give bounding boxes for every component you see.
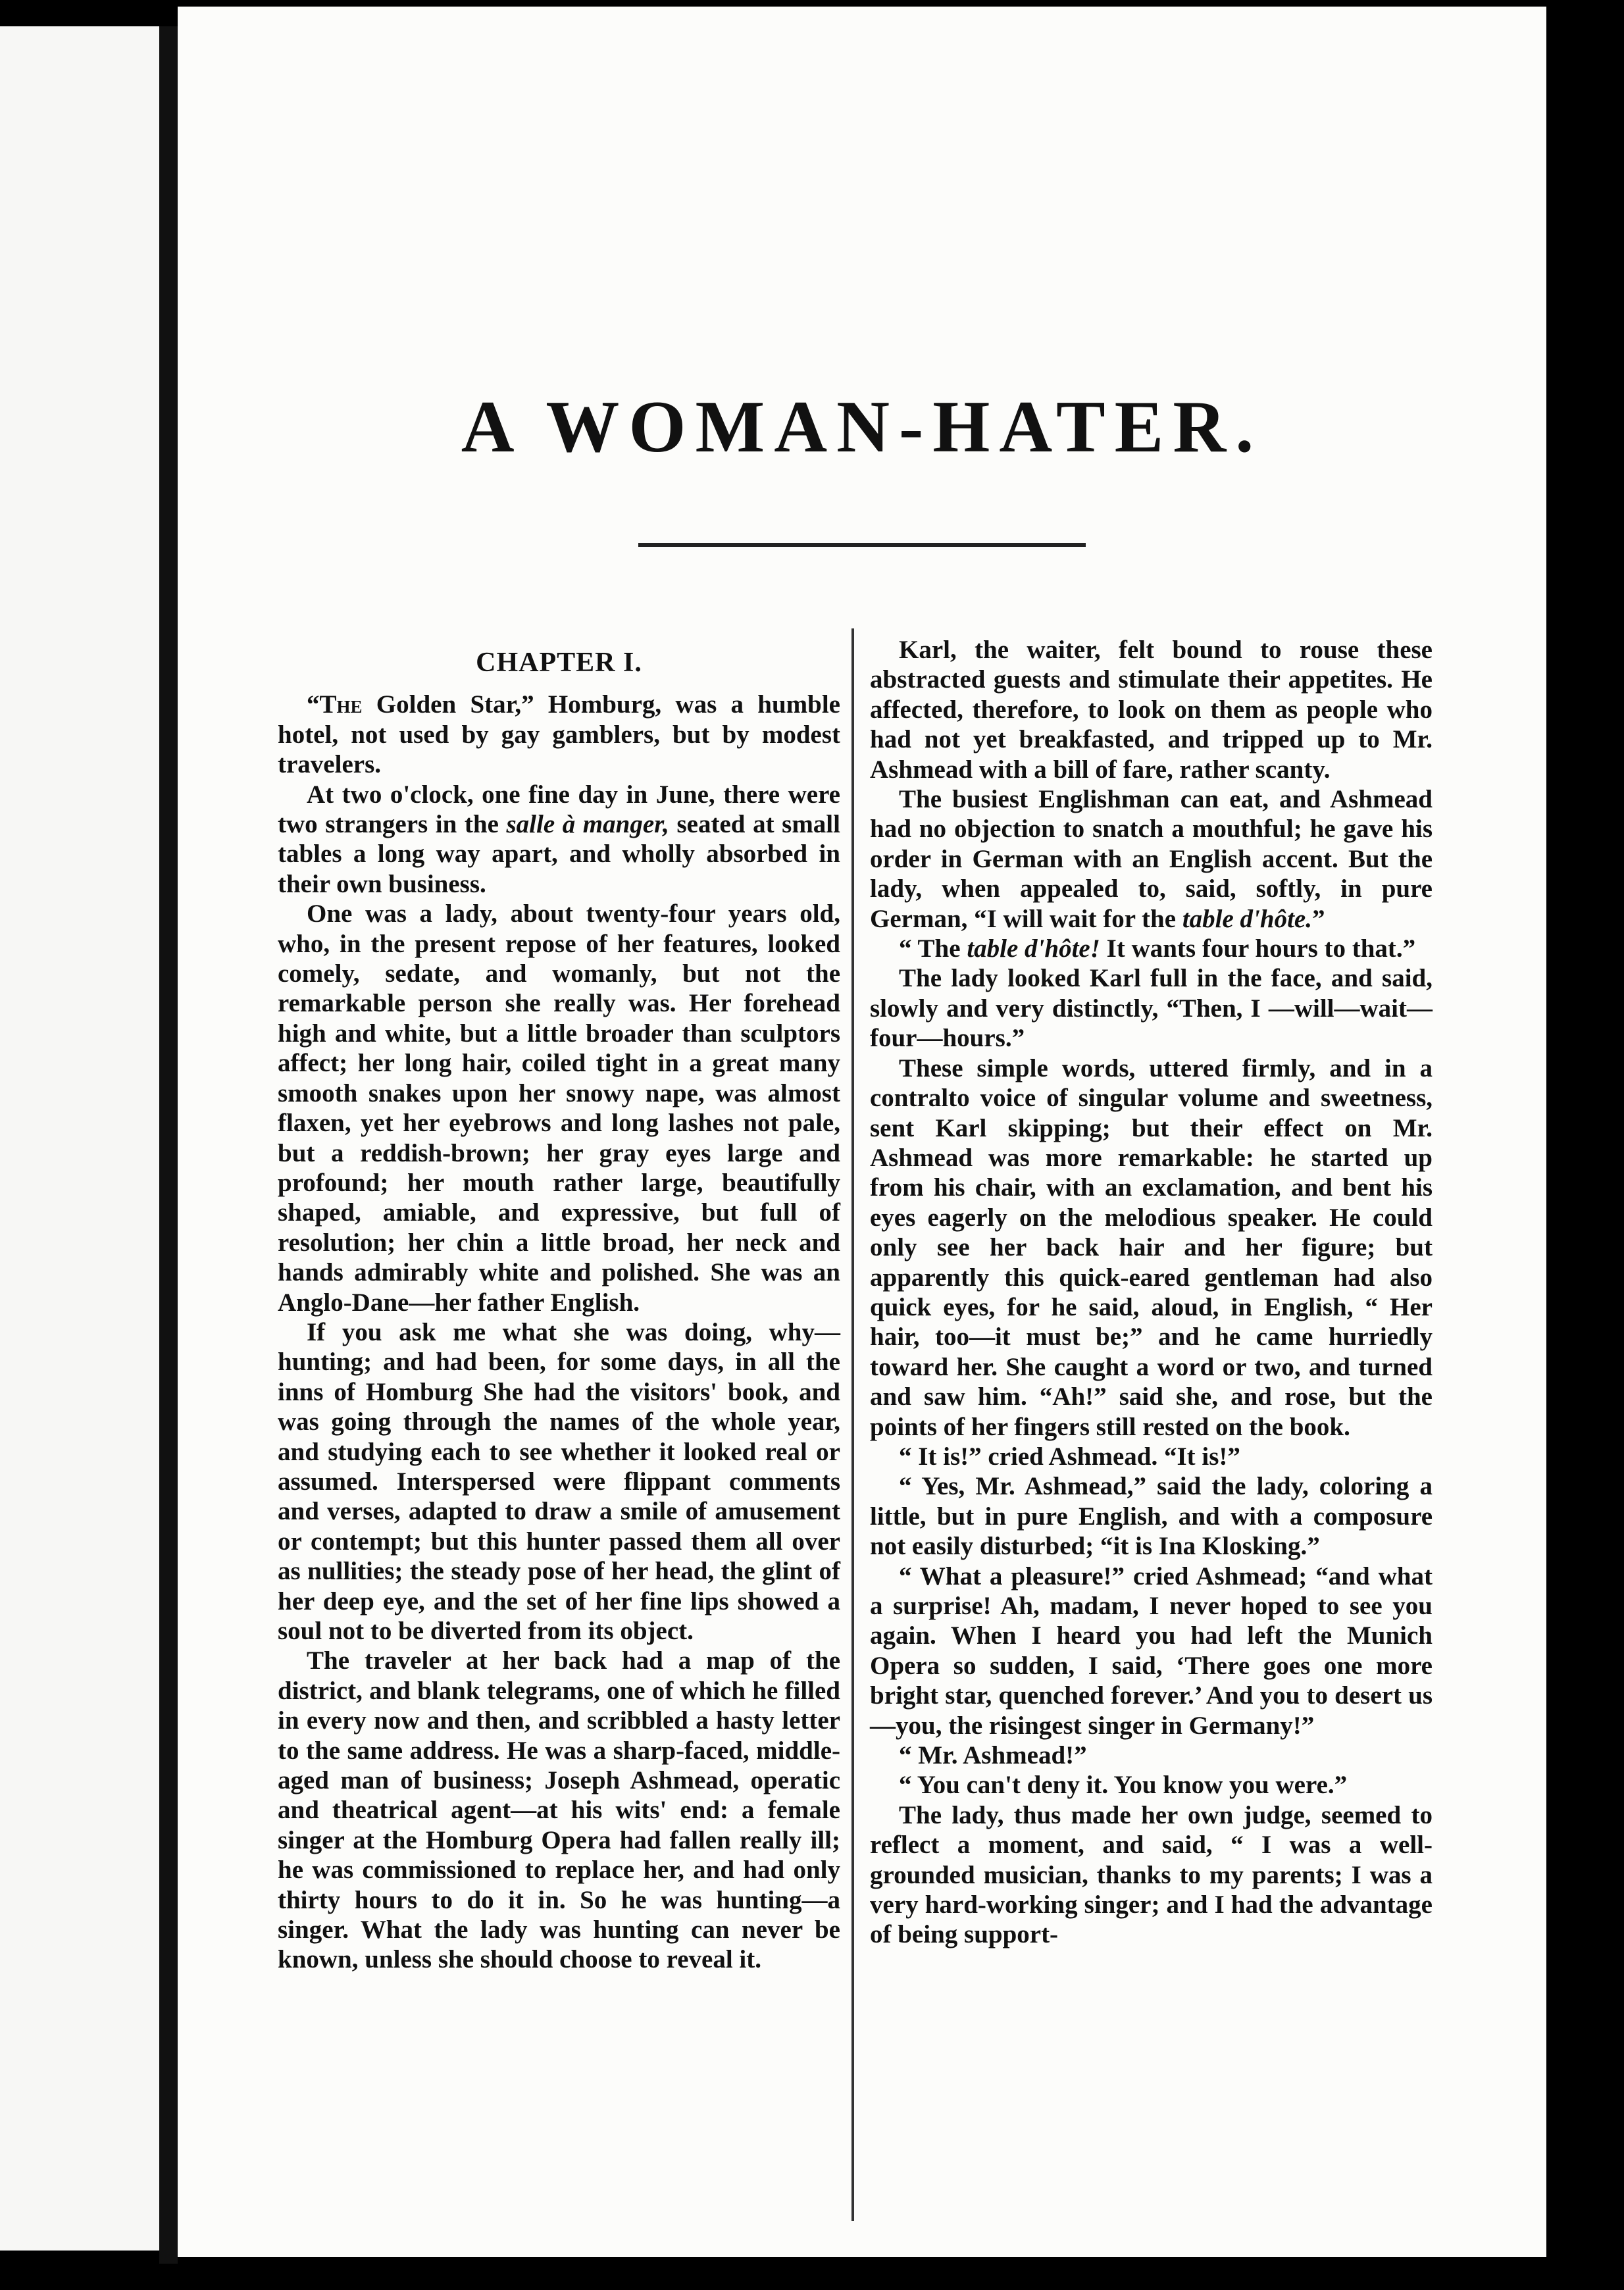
right-paragraph-3-italic: table d'hôte! [967,934,1100,963]
drop-word: The [319,690,363,719]
right-paragraph-3-b: It wants four hours to that.” [1100,934,1416,963]
right-paragraph-10: “ You can't deny it. You know you were.” [899,1771,1348,1800]
left-paragraph-4: If you ask me what she was doing, why—hunting; and had been, for some days, in all the inns of Homburg She had the visitors' book, and was going through the names of the whole year, and studying each to see whether it looked real or assumed. Interspersed were flippant comments and verses, adapted to draw a smile of amusement or contempt; but this hunter passed them all over as nullities; the steady pose of her head, the glint of her deep eye, and the set of her fine lips showed a soul not to be diverted from its object. [278,1317,840,1645]
left-paragraph-2-italic: salle à manger, [506,810,669,839]
left-paragraph-3: One was a lady, about twenty-four years old, who, in the present repose of her features, looked comely, sedate, and womanly, but not the remarkable person she really was. Her forehead high and white, but a little broader than sculptors affect; her long hair, coiled tight in a great many smooth snakes upon her snowy nape, was almost flaxen, yet her eyebrows and long lashes not pale, but a reddish-brown; her gray eyes large and profound; her mouth rather large, beautifully shaped, amiable, and expressive, but full of resolution; her chin a little broad, her neck and hands admirably white and polished. She was an Anglo-Dane—her father English. [278,900,840,1317]
column-rule [851,628,854,2221]
right-paragraph-2-italic: table d'hôte. [1182,904,1312,933]
right-paragraph-8: “ What a pleasure!” cried Ashmead; “and what a surprise! Ah, madam, I never hoped to see you again. When I heard you had left the Munich Opera so sudden, I said, ‘There goes one more bright star, quenched forever.’ And you to desert us—you, the risingest singer in Germany!” [870,1562,1433,1740]
left-paragraph-5: The traveler at her back had a map of the district, and blank telegrams, one of which he filled in every now and then, and scribbled a hasty letter to the same address. He was a sharp-faced, middle-aged man of business; Joseph Ashmead, operatic and theatrical agent—at his wits' end: a female singer at the Homburg Opera had fallen really ill; he was commissioned to replace her, and had only thirty hours to do it in. So he was hunting—a singer. What the lady was hunting can never be known, unless she should choose to reveal it. [278,1646,840,1974]
right-column [870,635,1433,1950]
right-paragraph-6: “ It is!” cried Ashmead. “It is!” [899,1442,1240,1471]
right-paragraph-1: Karl, the waiter, felt bound to rouse these abstracted guests and stimulate their appetites. He affected, therefore, to look on them as people who had not yet breakfasted, and tripped up to Mr. Ashmead with a bill of fare, rather scanty. [870,636,1433,784]
right-paragraph-11: The lady, thus made her own judge, seemed to reflect a moment, and said, “ I was a well-grounded musician, thanks to my parents; I was a very hard-working singer; and I had the advantage of being support- [870,1800,1433,1949]
right-paragraph-5: These simple words, uttered firmly, and in a contralto voice of singular volume and sweetness, sent Karl skipping; but their effect on Mr. Ashmead was more remarkable: he started up from his chair, with an exclamation, and bent his eyes eagerly on the melodious speaker. He could only see her back hair and her figure; but apparently this quick-eared gentleman had also quick eyes, for he said, aloud, in English, “ Her hair, too—it must be;” and he came hurriedly toward her. She caught a word or two, and turned and saw him. “Ah!” said she, and rose, but the points of her fingers still rested on the book. [870,1054,1433,1441]
left-paragraph-1-text: Golden Star,” Homburg, was a humble hotel, not used by gay gamblers, but by modest travelers. [278,690,840,779]
left-paragraph-2-b: seated at small tables a long way apart, and wholly absorbed in their own business. [278,810,840,898]
right-paragraph-2 [870,784,1433,934]
chapter-heading: CHAPTER I. [476,648,642,678]
page-title: A WOMAN-HATER. [461,386,1263,468]
left-paragraph-2 [278,780,840,900]
right-paragraph-2-a: The busiest Englishman can eat, and Ashmead had no objection to snatch a mouthful; he gave his order in German with an English accent. But the lady, when appealed to, said, softly, in pure German, “I will wait for the [870,785,1433,933]
binding-gutter [159,26,178,2264]
left-paragraph-1: “The Golden Star,” Homburg, was a humble hotel, not used by gay gamblers, but by modest travelers. [278,690,840,779]
book-page [178,7,1546,2257]
right-paragraph-2-b: ” [1311,904,1325,933]
right-paragraph-9: “ Mr. Ashmead!” [899,1741,1087,1770]
right-paragraph-7: “ Yes, Mr. Ashmead,” said the lady, coloring a little, but in pure English, and with a composure not easily disturbed; “it is Ina Klosking.” [870,1472,1433,1561]
left-column [278,635,840,1975]
right-paragraph-4: The lady looked Karl full in the face, and said, slowly and very distinctly, “Then, I —will—wait—four—hours.” [870,964,1433,1053]
right-paragraph-3-a: “ The [899,934,967,963]
title-rule [638,543,1086,547]
left-paragraph-2-a: At two o'clock, one fine day in June, there were two strangers in the [278,780,840,839]
facing-page-edge [0,26,159,2251]
right-paragraph-3 [870,934,1433,963]
